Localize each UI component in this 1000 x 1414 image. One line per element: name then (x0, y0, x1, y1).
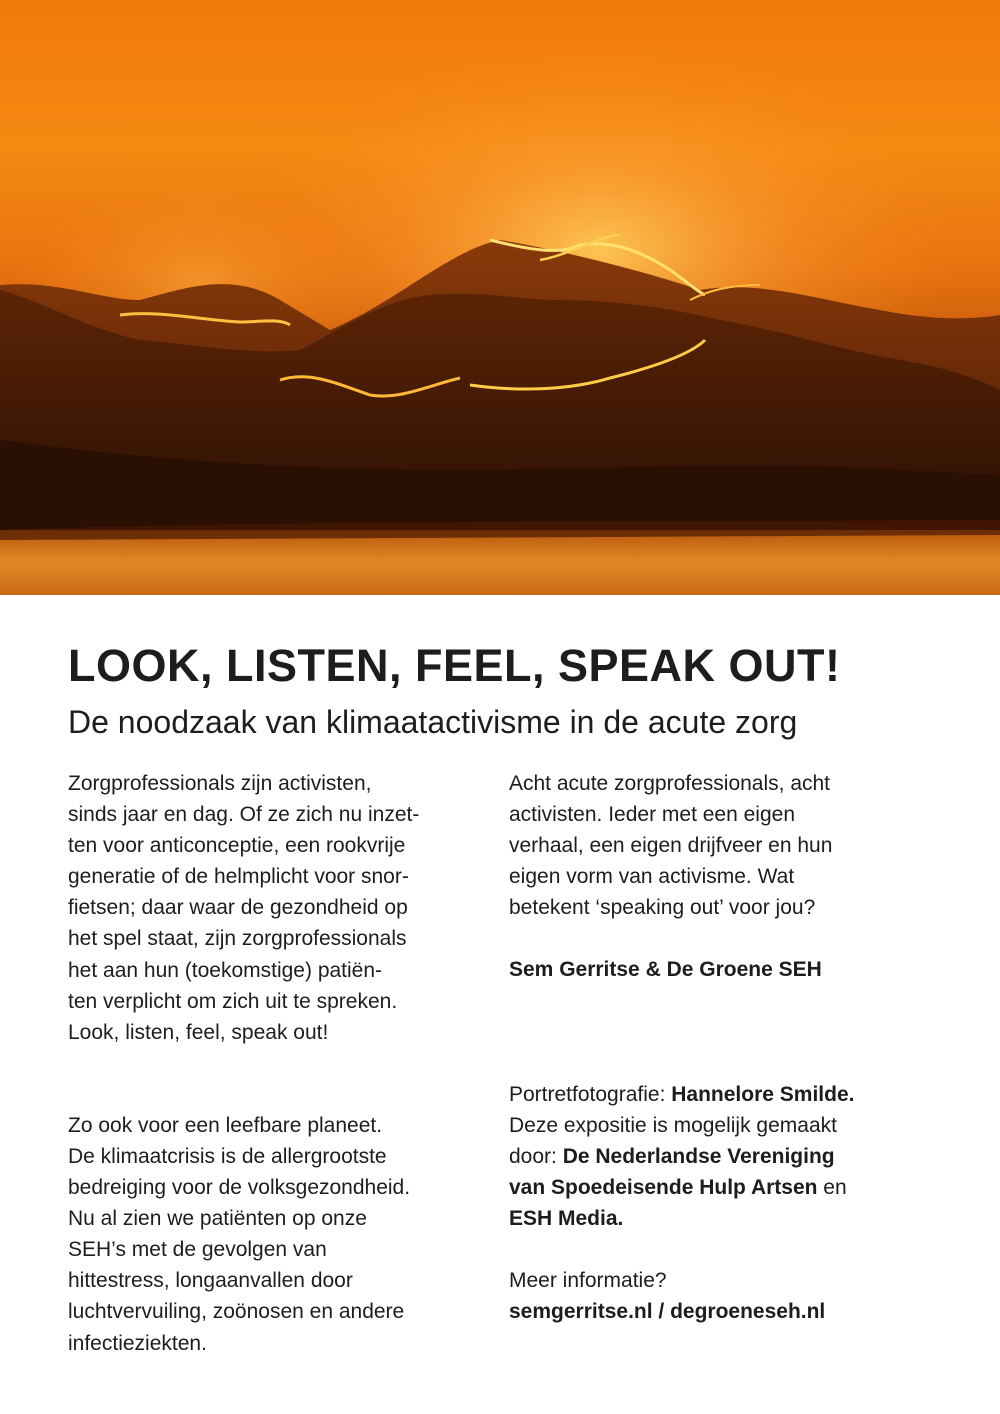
sponsor-line: Deze expositie is mogelijk gemaakt (509, 1113, 837, 1137)
page-title: LOOK, LISTEN, FEEL, SPEAK OUT! (68, 640, 841, 691)
text-line: ten verplicht om zich uit te spreken. (68, 989, 398, 1013)
door-label: door: (509, 1144, 563, 1168)
text-line: Look, listen, feel, speak out! (68, 1020, 329, 1044)
right-column (509, 768, 939, 1327)
text-line: Nu al zien we patiënten op onze (68, 1207, 367, 1231)
text-line: ten voor anticonceptie, een rookvrije (68, 834, 406, 858)
and-label: en (817, 1175, 847, 1199)
more-info (509, 1265, 939, 1327)
left-column (68, 768, 492, 1359)
website-links[interactable]: semgerritse.nl / degroeneseh.nl (509, 1300, 826, 1324)
climate-paragraph (68, 1110, 492, 1359)
text-line: activisten. Ieder met een eigen (509, 803, 796, 827)
intro-paragraph (68, 768, 492, 1048)
wildfire-image (0, 0, 1000, 595)
text-line: het spel staat, zijn zorgprofessionals (68, 927, 407, 951)
text-line: generatie of de helmplicht voor snor- (68, 865, 409, 889)
sponsor-nvsha-1: De Nederlandse Vereniging (562, 1144, 835, 1168)
authors: Sem Gerritse & De Groene SEH (509, 958, 822, 982)
text-line: sinds jaar en dag. Of ze zich nu inzet- (68, 803, 420, 827)
more-info-label: Meer informatie? (509, 1269, 667, 1293)
text-line: bedreiging voor de volksgezondheid. (68, 1176, 411, 1200)
text-line: het aan hun (toekomstige) patiën- (68, 958, 383, 982)
text-line: fietsen; daar waar de gezondheid op (68, 896, 408, 920)
photographer: Hannelore Smilde. (671, 1082, 855, 1106)
credits-paragraph (509, 1079, 939, 1234)
text-line: verhaal, een eigen drijfveer en hun (509, 834, 833, 858)
text-line: De klimaatcrisis is de allergrootste (68, 1144, 387, 1168)
hero-photo (0, 0, 1000, 595)
text-line: Zo ook voor een leefbare planeet. (68, 1113, 383, 1137)
text-line: luchtvervuiling, zoönosen en andere (68, 1300, 405, 1324)
text-line: Acht acute zorgprofessionals, acht (509, 772, 831, 795)
text-line: infectieziekten. (68, 1331, 207, 1355)
text-line: hittestress, longaanvallen door (68, 1269, 353, 1293)
page-subtitle: De noodzaak van klimaatactivisme in de acute zorg (68, 704, 798, 740)
text-line: Zorgprofessionals zijn activisten, (68, 772, 372, 795)
text-line: eigen vorm van activisme. Wat (509, 865, 795, 889)
photo-credit-label: Portretfotografie: (509, 1082, 672, 1106)
sponsor-nvsha-2: van Spoedeisende Hulp Artsen (509, 1175, 818, 1199)
text-line: betekent ‘speaking out’ voor jou? (509, 896, 816, 920)
sponsor-esh-media: ESH Media. (509, 1206, 624, 1230)
text-line: SEH’s met de gevolgen van (68, 1238, 327, 1262)
activists-paragraph (509, 768, 939, 923)
